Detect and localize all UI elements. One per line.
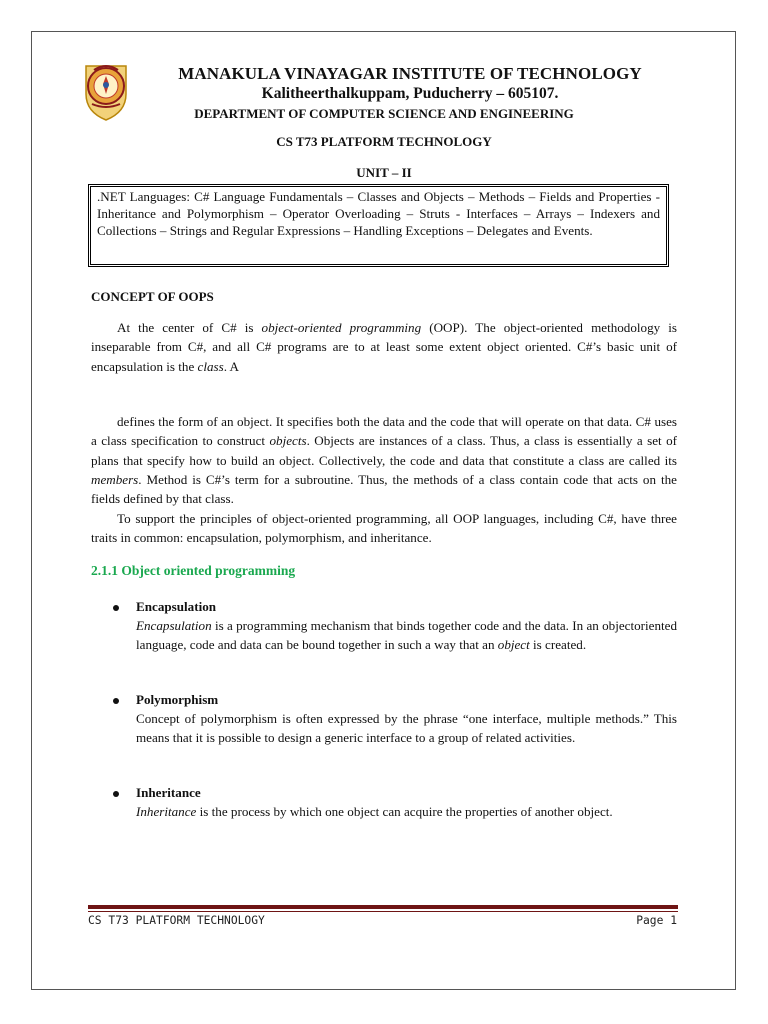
bullet-description [136, 616, 677, 655]
institute-address: Kalitheerthalkuppam, Puducherry – 605107. [261, 85, 559, 102]
bullet-emphasis: Inheritance [136, 804, 197, 819]
p2-text-2: . Objects are instances of a class. Thus, a class is essentially a set of plans that specify how to build an object. Collectively, the code and data that constitute a class are called its [91, 433, 677, 468]
section-title-oop: 2.1.1 Object oriented programming [91, 563, 296, 578]
bullet-emphasis-object: object [497, 637, 530, 653]
bullet-text-end: is created. [529, 637, 587, 653]
institute-name: MANAKULA VINAYAGAR INSTITUTE OF TECHNOLOGY [178, 64, 642, 83]
unit-title: UNIT – II [356, 165, 412, 180]
footer-rule [88, 905, 678, 909]
p2-emphasis-objects: objects [269, 433, 307, 449]
department-label: DEPARTMENT OF COMPUTER SCIENCE AND ENGINEERING [194, 106, 574, 121]
bullet-text: is a programming mechanism that binds together code and the data. In an objectoriented language, code and data can be bound together in such a way that an [136, 618, 677, 653]
bullet-description [136, 802, 677, 821]
bullet-title: Encapsulation [136, 599, 217, 614]
p2-text-3: . Method is C#’s term for a subroutine. Thus, the methods of a class contain code that acts on the fields defined by that class. [91, 471, 677, 507]
p2-emphasis-members: members [91, 471, 139, 487]
p2-text-1: defines the form of an object. It specifies both the data and the code that will operate on that data. C# uses a class specification to construct [91, 414, 677, 449]
p1-text-3: . A [223, 358, 240, 374]
bullet-dot-icon [113, 605, 119, 611]
footer-course: CS T73 PLATFORM TECHNOLOGY [88, 914, 265, 927]
bullet-title: Polymorphism [136, 692, 219, 707]
p1-emphasis-oop: object-oriented programming [261, 320, 422, 335]
paragraph-2 [91, 412, 677, 508]
bullet-text: is the process by which one object can acquire the properties of another object. [196, 804, 613, 819]
bullet-title: Inheritance [136, 785, 201, 800]
department-name [0, 106, 768, 122]
bullet-emphasis: Encapsulation [136, 618, 212, 633]
paragraph-3: To support the principles of object-oriented programming, all OOP languages, including C#, have three traits in common: encapsulation, polymorphism, and inheritance. [91, 511, 677, 546]
paragraph-1 [91, 318, 677, 376]
bullet-dot-icon [113, 791, 119, 797]
p1-text-1: At the center of C# is [117, 320, 262, 335]
syllabus-box: .NET Languages: C# Language Fundamentals – Classes and Objects – Methods – Fields and Properties - Inheritance and Polymorphism – Operator Overloading – Struts - Interfaces – Arrays – Indexers and Collections – Strings and Regular Expressions – Handling Exceptions – Delegates and Events. [88, 184, 669, 267]
section-heading-concept: CONCEPT OF OOPS [91, 289, 214, 304]
bullet-dot-icon [113, 698, 119, 704]
footer-rule-thin [88, 911, 678, 912]
p1-text-2: (OOP). The object-oriented methodology is inseparable from C#, and all C# programs are to at least some extent object oriented. C#’s basic unit of encapsulation is the [91, 320, 677, 374]
course-title: CS T73 PLATFORM TECHNOLOGY [276, 134, 492, 149]
bullet-description: Concept of polymorphism is often expressed by the phrase “one interface, multiple methods.” This means that it is possible to design a generic interface to a group of related activities. [136, 711, 677, 746]
footer-page-number: Page 1 [636, 914, 677, 927]
p1-emphasis-class: class [197, 358, 224, 374]
